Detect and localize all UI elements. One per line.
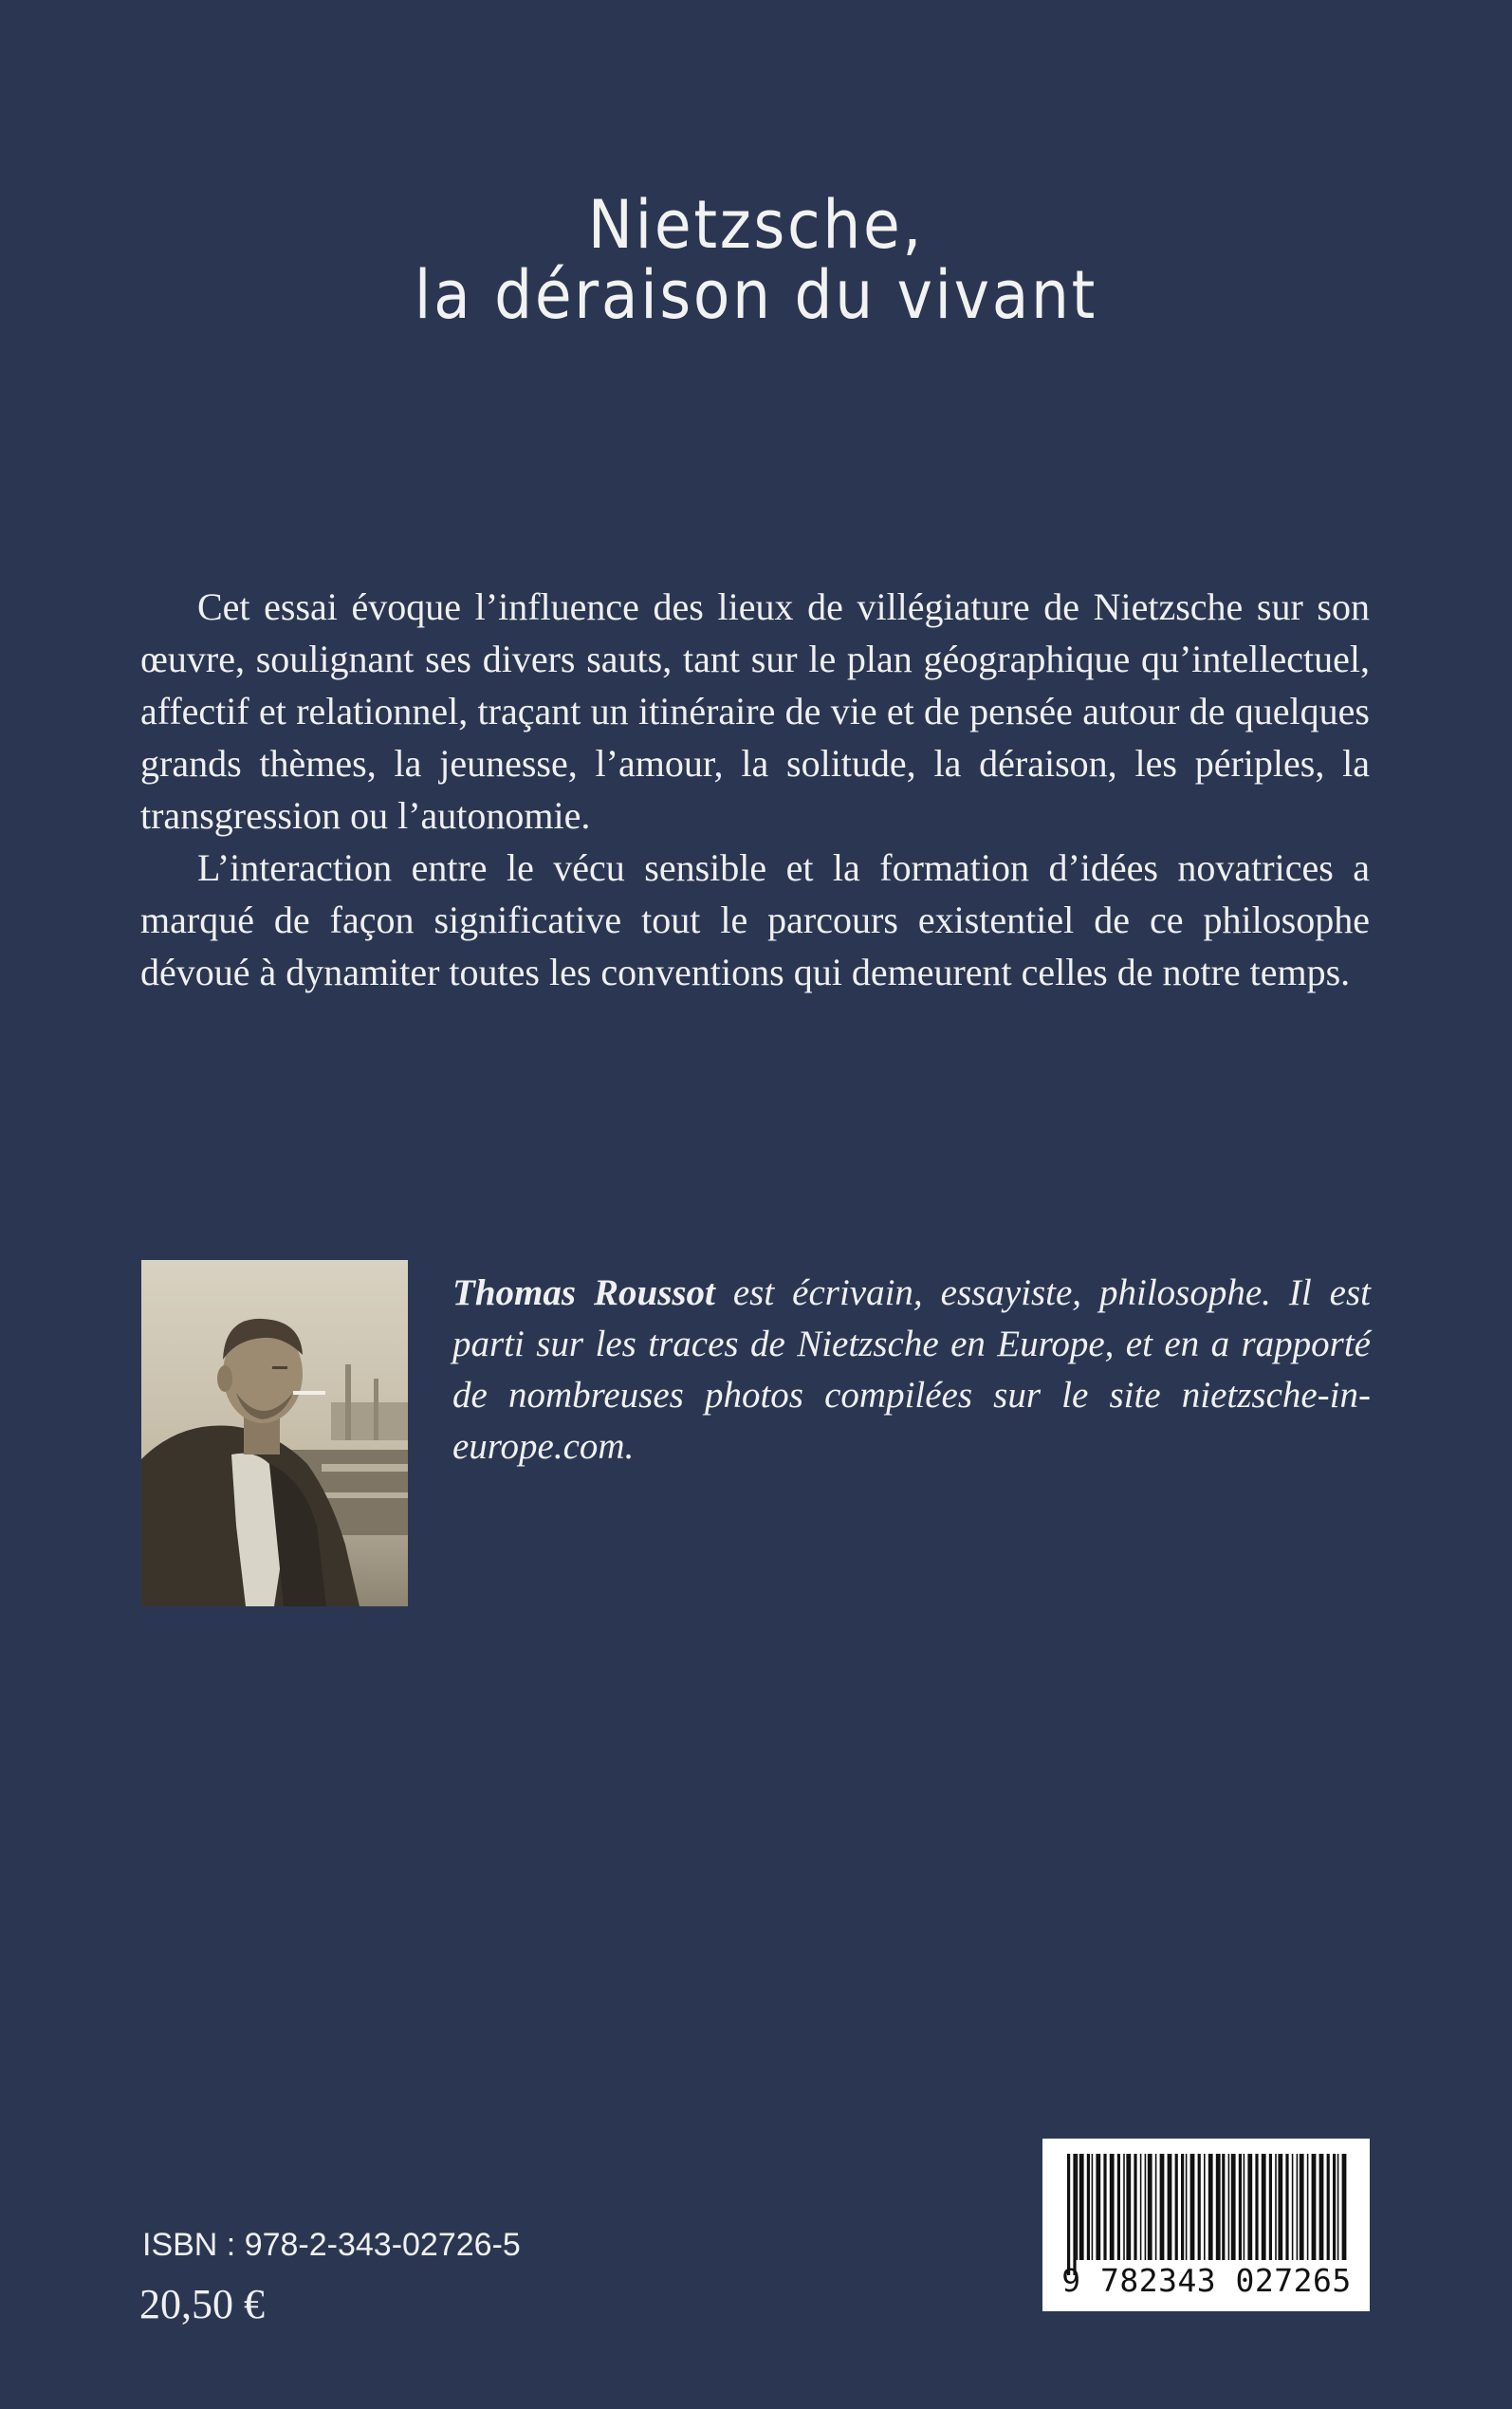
barcode-bar bbox=[1327, 2154, 1330, 2260]
book-description bbox=[140, 581, 1370, 998]
barcode-bar bbox=[1244, 2154, 1245, 2260]
barcode-bar bbox=[1110, 2154, 1115, 2260]
barcode-bar bbox=[1337, 2154, 1339, 2260]
barcode-bar bbox=[1123, 2154, 1125, 2260]
barcode-bar bbox=[1190, 2154, 1195, 2260]
barcode-bar bbox=[1208, 2154, 1213, 2260]
barcode-bar bbox=[1198, 2154, 1201, 2260]
barcode-bar bbox=[1160, 2154, 1165, 2260]
barcode-bar bbox=[1087, 2154, 1090, 2260]
barcode-bar bbox=[1222, 2154, 1225, 2260]
barcode-bar bbox=[1073, 2154, 1076, 2275]
barcode-bar bbox=[1079, 2154, 1084, 2260]
barcode bbox=[1042, 2139, 1370, 2311]
barcode-bar bbox=[1247, 2154, 1252, 2260]
barcode-bar bbox=[1297, 2154, 1299, 2260]
barcode-bar bbox=[1239, 2154, 1242, 2260]
author-bio-text: est écrivain, essayiste, philosophe. Il est parti sur les traces de Nietzsche en Europe, et en a rapporté de nombreuses photos compilées sur le site nietzsche-in-europe.com. bbox=[452, 1272, 1371, 1467]
barcode-bar bbox=[1067, 2154, 1070, 2275]
barcode-bar bbox=[1181, 2154, 1184, 2260]
barcode-digits: 9 782343 027265 bbox=[1061, 2262, 1352, 2299]
barcode-bar bbox=[1312, 2154, 1317, 2260]
book-title-line-1: Nietzsche, bbox=[587, 186, 925, 264]
barcode-bar bbox=[1155, 2154, 1157, 2260]
barcode-bar bbox=[1175, 2154, 1178, 2260]
author-photo bbox=[141, 1260, 408, 1606]
barcode-bar bbox=[1204, 2154, 1206, 2260]
barcode-bar bbox=[1342, 2154, 1347, 2260]
book-title bbox=[76, 186, 1437, 334]
barcode-bar bbox=[1292, 2154, 1294, 2260]
barcode-bar bbox=[1077, 2154, 1079, 2260]
barcode-bar bbox=[1148, 2154, 1152, 2260]
book-price: 20,50 € bbox=[139, 2281, 265, 2327]
barcode-bar bbox=[1168, 2154, 1172, 2260]
barcode-bar bbox=[1117, 2154, 1120, 2260]
author-portrait-icon bbox=[141, 1260, 408, 1606]
author-name: Thomas Roussot bbox=[452, 1272, 715, 1313]
barcode-bar bbox=[1262, 2154, 1266, 2260]
barcode-bar bbox=[1231, 2154, 1236, 2260]
barcode-bar bbox=[1145, 2154, 1147, 2260]
barcode-bar bbox=[1134, 2154, 1136, 2260]
barcode-bar bbox=[1300, 2154, 1304, 2260]
barcode-bar bbox=[1319, 2154, 1324, 2260]
barcode-bar bbox=[1216, 2154, 1221, 2260]
author-bio bbox=[452, 1268, 1371, 1473]
barcode-bar bbox=[1096, 2154, 1100, 2260]
barcode-bar bbox=[1228, 2154, 1230, 2260]
barcode-bar bbox=[1333, 2154, 1336, 2260]
barcode-bar bbox=[1307, 2154, 1309, 2260]
barcode-bar bbox=[1186, 2154, 1188, 2260]
barcode-bar bbox=[1126, 2154, 1131, 2260]
isbn-number: ISBN : 978-2-343-02726-5 bbox=[142, 2227, 521, 2263]
description-paragraph-1: Cet essai évoque l’influence des lieux de villégiature de Nietzsche sur son œuvre, soulignant ses divers sauts, tant sur le plan géographique qu’intellectuel, affectif et relationnel, traçant un itinéraire de vie et de pensée autour de quelques grands thèmes, la jeunesse, l’amour, la solitude, la déraison, les périples, la transgression ou l’autonomie. bbox=[140, 585, 1370, 837]
barcode-bar bbox=[1092, 2154, 1094, 2260]
barcode-bar bbox=[1285, 2154, 1288, 2260]
barcode-bar bbox=[1275, 2154, 1277, 2260]
barcode-bar bbox=[1140, 2154, 1142, 2260]
description-paragraph-2: L’interaction entre le vécu sensible et la formation d’idées novatrices a marqué de façon significative tout le parcours existentiel de ce philosophe dévoué à dynamiter toutes les conventions qui demeurent celles de notre temps. bbox=[140, 846, 1370, 993]
barcode-bar bbox=[1278, 2154, 1282, 2260]
book-title-line-2: la déraison du vivant bbox=[414, 256, 1098, 334]
barcode-bar bbox=[1255, 2154, 1258, 2260]
barcode-bar bbox=[1103, 2154, 1106, 2260]
barcode-bar bbox=[1269, 2154, 1272, 2260]
